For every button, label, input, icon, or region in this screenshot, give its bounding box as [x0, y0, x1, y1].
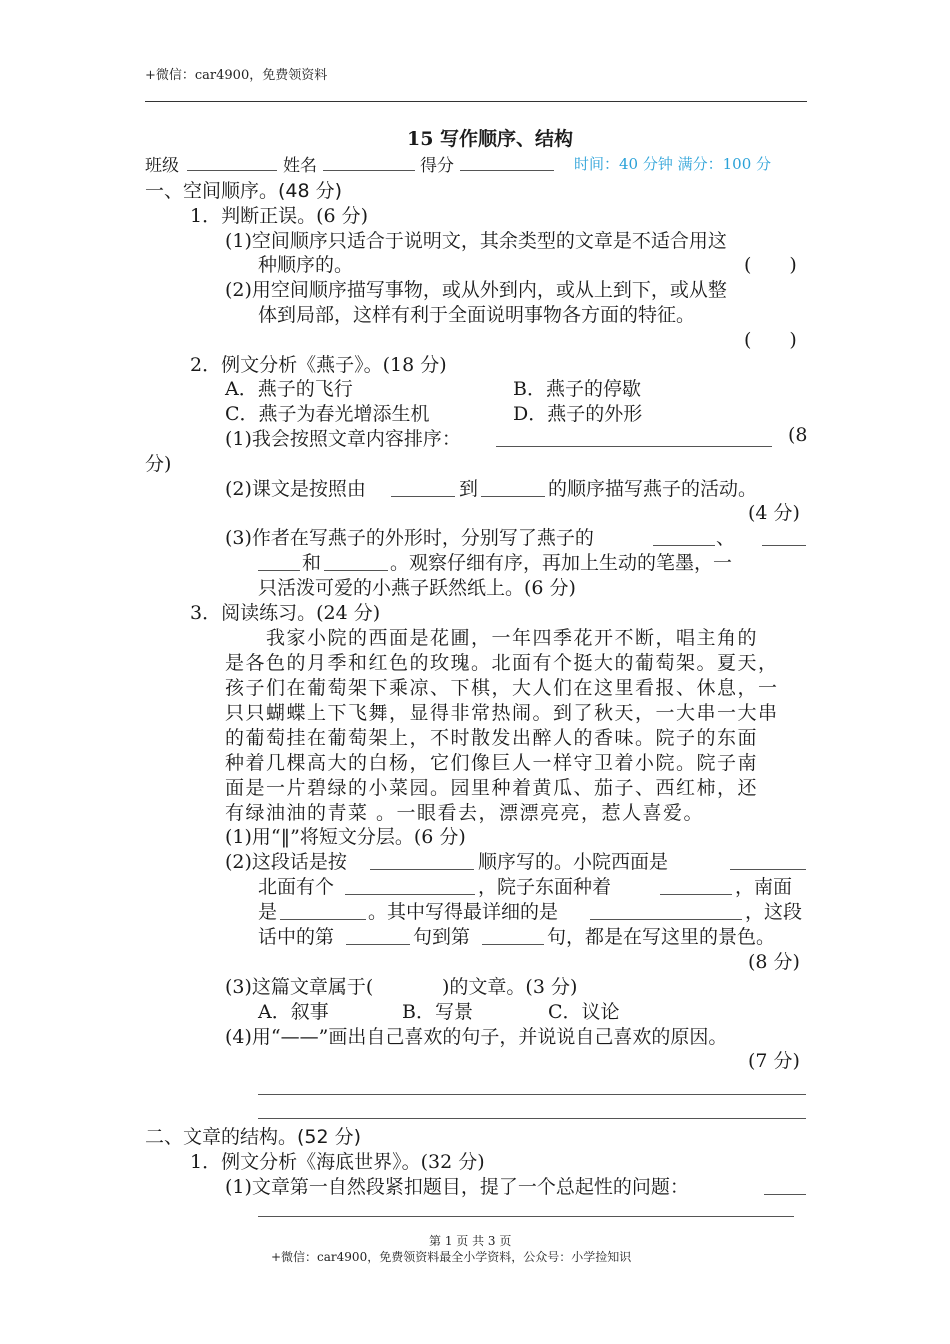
s1-q2-s2-blank2	[481, 496, 545, 497]
page-title: 15 写作顺序、结构	[407, 128, 574, 150]
s1-q3-s2-blank8	[482, 944, 544, 945]
s1-q2-s2-score: (4 分)	[748, 502, 800, 524]
answer-line	[258, 1118, 806, 1119]
s1-q1-s1-line1: (1)空间顺序只适合于说明文，其余类型的文章是不适合用这	[225, 230, 727, 252]
s1-q3-s2-blank1	[370, 869, 474, 870]
s2-q1-s1-blank	[764, 1194, 806, 1195]
s1-q2-s3-b: 、	[716, 527, 736, 549]
s1-q1-s2-answer-paren: ( )	[744, 329, 797, 351]
s1-q3-s2-blank5	[280, 919, 366, 920]
s1-q3-s2-blank4	[660, 894, 732, 895]
s1-q3-option-b: B．写景	[402, 1001, 473, 1023]
s1-q3-s2-score: (8 分)	[748, 951, 800, 973]
s1-q2-s3-a: (3)作者在写燕子的外形时，分别写了燕子的	[225, 527, 594, 549]
s1-q3-s2-j: 句到第	[413, 926, 471, 948]
s1-q3-s2-c: 北面有个	[258, 876, 335, 898]
s1-q2-option-a: A．燕子的飞行	[225, 378, 353, 400]
s1-q3-s2-k: 句，都是在写这里的景色。	[547, 926, 776, 948]
passage-line: 种着几棵高大的白杨，它们像巨人一样守卫着小院。院子南	[225, 752, 759, 774]
s1-q1-s1-line2: 种顺序的。	[258, 254, 354, 276]
score-label: 得分	[420, 156, 454, 176]
passage-line: 我家小院的西面是花圃，一年四季花开不断，唱主角的	[225, 627, 759, 649]
s1-q3-s2-b: 顺序写的。小院西面是	[478, 851, 669, 873]
s1-q1-s2-line2: 体到局部，这样有利于全面说明事物各方面的特征。	[258, 304, 696, 326]
passage-line: 面是一片碧绿的小菜园。园里种着黄瓜、茄子、西红柿，还	[225, 777, 759, 799]
s1-q2-option-c: C．燕子为春光增添生机	[225, 403, 430, 425]
time-info: 时间：40 分钟 满分：100 分	[574, 155, 772, 173]
s1-q2-s3-blank1	[653, 545, 715, 546]
s1-q2-s1: (1)我会按照文章内容排序：	[225, 428, 461, 450]
s1-q3-s2-blank3	[345, 894, 475, 895]
s1-q1-s1-answer-paren: ( )	[744, 254, 797, 276]
s1-q2-s2-c: 的顺序描写燕子的活动。	[548, 478, 758, 500]
s1-q2-s3-d: 。观察仔细有序，再加上生动的笔墨，一	[390, 552, 733, 574]
s1-q2-option-b: B．燕子的停歇	[513, 378, 641, 400]
class-blank	[187, 170, 277, 171]
s1-q2-title: 2．例文分析《燕子》。(18 分)	[190, 354, 447, 376]
score-blank	[460, 170, 554, 171]
s1-q2-s3-blank2a	[762, 545, 806, 546]
s1-q3-s2-blank6	[590, 919, 742, 920]
page-number: 第 1 页 共 3 页	[429, 1234, 512, 1248]
s1-q2-s3-blank2b	[258, 570, 300, 571]
class-label: 班级	[145, 156, 179, 176]
answer-line	[258, 1216, 794, 1217]
s1-q3-s2-g: 。其中写得最详细的是	[368, 901, 559, 923]
s2-q1-title: 1．例文分析《海底世界》。(32 分)	[190, 1151, 485, 1173]
section2-heading: 二、文章的结构。(52 分)	[145, 1126, 362, 1148]
s1-q3-s3-b: )的文章。(3 分)	[442, 976, 578, 998]
s1-q3-option-c: C．议论	[548, 1001, 620, 1023]
s1-q2-s1-score-b: 分)	[145, 453, 172, 475]
s1-q2-option-d: D．燕子的外形	[513, 403, 643, 425]
s1-q3-s2-i: 话中的第	[258, 926, 335, 948]
s1-q3-s2-e: ，南面	[735, 876, 793, 898]
passage-line: 是各色的月季和红色的玫瑰。北面有个挺大的葡萄架。夏天，	[225, 652, 779, 674]
s1-q2-s3-e: 只活泼可爱的小燕子跃然纸上。(6 分)	[258, 577, 576, 599]
s1-q3-s3-a: (3)这篇文章属于(	[225, 976, 374, 998]
header-divider	[145, 101, 807, 102]
name-blank	[323, 170, 415, 171]
footer-note: +微信：car4900，免费领资料最全小学资料，公众号：小学捡知识	[271, 1250, 632, 1264]
header-note: +微信：car4900，免费领资料	[145, 68, 328, 83]
s1-q3-s1: (1)用“‖”将短文分层。(6 分)	[225, 826, 466, 848]
s1-q2-s2-blank1	[391, 496, 455, 497]
section1-heading: 一、空间顺序。(48 分)	[145, 180, 343, 202]
s1-q3-s2-a: (2)这段话是按	[225, 851, 347, 873]
s2-q1-s1: (1)文章第一自然段紧扣题目，提了一个总起性的问题：	[225, 1176, 689, 1198]
s1-q2-s1-score-a: (8	[788, 424, 808, 446]
s1-q2-s3-blank3	[324, 570, 388, 571]
s1-q2-s2-a: (2)课文是按照由	[225, 478, 366, 500]
s1-q3-s2-f: 是	[258, 901, 278, 923]
s1-q3-s2-h: ，这段	[745, 901, 803, 923]
s1-q1-s2-line1: (2)用空间顺序描写事物，或从外到内，或从上到下，或从整	[225, 279, 727, 301]
s1-q3-s4-score: (7 分)	[748, 1050, 800, 1072]
s1-q2-s2-b: 到	[459, 478, 479, 500]
passage-line: 的葡萄挂在葡萄架上，不时散发出醉人的香味。院子的东面	[225, 727, 759, 749]
s1-q3-s2-blank7	[346, 944, 410, 945]
s1-q3-s4: (4)用“——”画出自己喜欢的句子，并说说自己喜欢的原因。	[225, 1026, 728, 1048]
s1-q3-s2-blank2	[730, 869, 806, 870]
s1-q3-title: 3．阅读练习。(24 分)	[190, 602, 381, 624]
s1-q2-s1-blank	[496, 446, 772, 447]
s1-q3-s2-d: ，院子东面种着	[478, 876, 612, 898]
passage-line: 有绿油油的青菜 。一眼看去，漂漂亮亮，惹人喜爱。	[225, 802, 705, 824]
passage-line: 只只蝴蝶上下飞舞，显得非常热闹。到了秋天，一大串一大串	[225, 702, 779, 724]
s1-q3-option-a: A．叙事	[258, 1001, 329, 1023]
answer-line	[258, 1094, 806, 1095]
name-label: 姓名	[283, 156, 317, 176]
s1-q1-title: 1．判断正误。(6 分)	[190, 205, 369, 227]
passage-line: 孩子们在葡萄架下乘凉、下棋，大人们在这里看报、休息，一	[225, 677, 779, 699]
s1-q2-s3-c: 和	[302, 552, 322, 574]
